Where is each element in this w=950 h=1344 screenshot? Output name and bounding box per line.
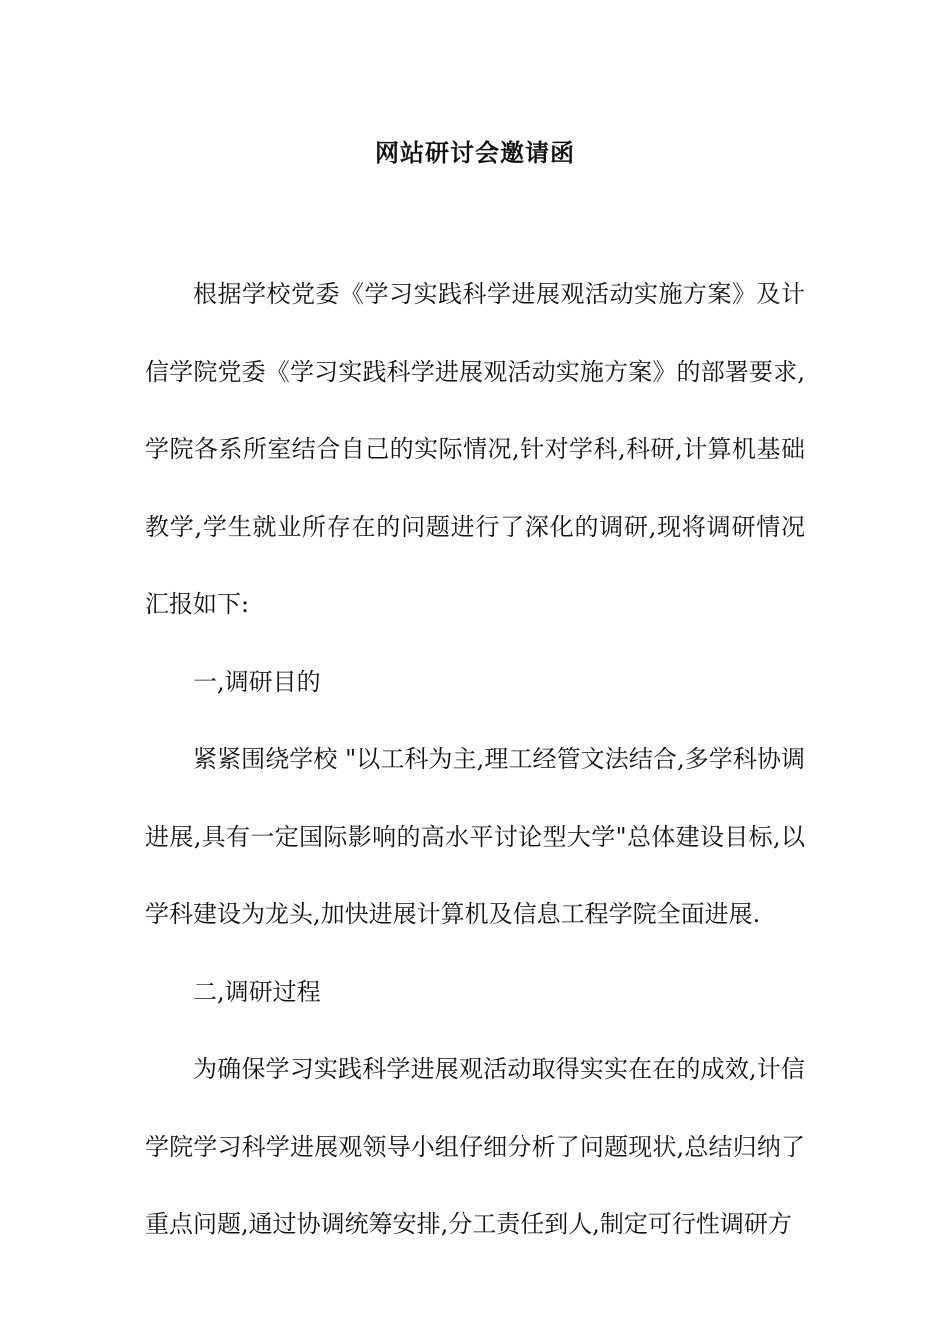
section-heading-process: 二,调研过程	[193, 977, 321, 1006]
section-heading-purpose: 一,调研目的	[193, 667, 321, 696]
paragraph-process: 为确保学习实践科学进展观活动取得实实在在的成效,计信学院学习科学进展观领导小组仔细分析了问题现状,总结归纳了重点问题,通过协调统筹安排,分工责任到人,制定可行性调研方	[145, 1055, 805, 1238]
document-body	[145, 256, 805, 1264]
document-title: 网站研讨会邀请函	[375, 138, 575, 167]
paragraph-purpose: 紧紧围绕学校 "以工科为主,理工经管文法结合,多学科协调进展,具有一定国际影响的高水平讨论型大学"总体建设目标,以学科建设为龙头,加快进展计算机及信息工程学院全面进展.	[145, 745, 805, 928]
paragraph-intro: 根据学校党委《学习实践科学进展观活动实施方案》及计信学院党委《学习实践科学进展观活动实施方案》的部署要求,学院各系所室结合自己的实际情况,针对学科,科研,计算机基础教学,学生就业所存在的问题进行了深化的调研,现将调研情况汇报如下:	[145, 280, 805, 618]
